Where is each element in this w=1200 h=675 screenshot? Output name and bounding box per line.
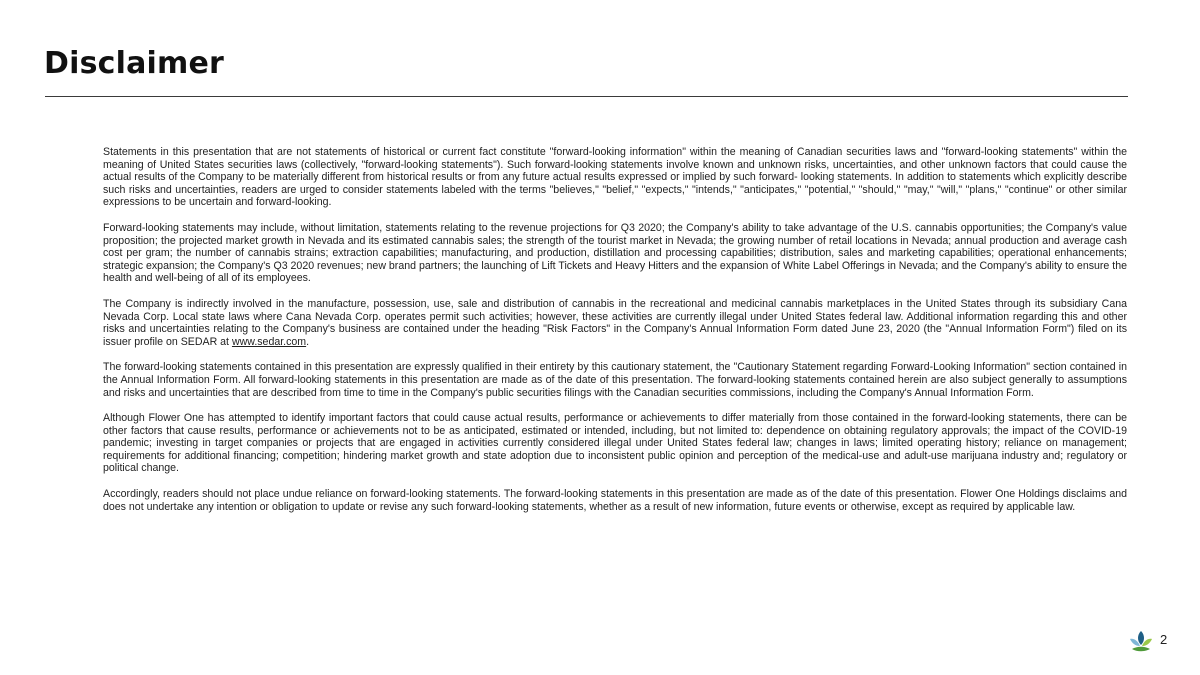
disclaimer-paragraph-no-undue-reliance: Accordingly, readers should not place undue reliance on forward-looking statements. The forward-looking statements in this presentation are made as of the date of this presentation. Flower One Holdings disclaims and does not undertake any intention or obligation to update or revise any such forward-looking statements, whether as a result of new information, future events or otherwise, except as required by applicable law.: [103, 488, 1127, 513]
cannabis-involvement-text: The Company is indirectly involved in the manufacture, possession, use, sale and distribution of cannabis in the recreational and medicinal cannabis marketplaces in the United States through its subsidiary Cana Nevada Corp. Local state laws where Cana Nevada Corp. operates permit such activities; however, these activities are currently illegal under United States federal law. Additional information regarding this and other risks and uncertainties relating to the Company's business are contained under the heading "Risk Factors" in the Company's Annual Information Form dated June 23, 2020 (the "Annual Information Form") filed on its issuer profile on SEDAR at: [103, 297, 1127, 348]
logo-leaf-dark-blue: [1138, 631, 1144, 645]
page-number: 2: [1160, 632, 1168, 647]
slide-title: Disclaimer: [44, 46, 225, 81]
disclaimer-paragraph-risk-factors: Although Flower One has attempted to identify important factors that could cause actual results, performance or achievements to differ materially from those contained in the forward-looking statements, there can be other factors that cause results, performance or achievements not to be as anticipated, estimated or intended, including, but not limited to: dependence on obtaining regulatory approvals; the impact of the COVID-19 pandemic; investing in target companies or projects that are engaged in activities currently considered illegal under United States federal law; changes in laws; limited operating history; reliance on management; requirements for additional financing; competition; hindering market growth and state adoption due to inconsistent public opinion and perception of the medical-use and adult-use marijuana industry and; regulatory or political change.: [103, 412, 1127, 475]
disclaimer-paragraph-forward-looking-examples: Forward-looking statements may include, without limitation, statements relating to the revenue projections for Q3 2020; the Company's ability to take advantage of the U.S. cannabis opportunities; the Company's value proposition; the projected market growth in Nevada and its estimated cannabis sales; the strength of the tourist market in Nevada; the growing number of retail locations in Nevada; annual production and average cash cost per gram; the number of cannabis strains; extraction capabilities; manufacturing, and production, distillation and processing capabilities; distribution, sales and marketing capabilities; operational enhancements; strategic expansion; the Company's Q3 2020 revenues; new brand partners; the launching of Lift Tickets and Heavy Hitters and the expansion of White Label Offerings in Nevada; and the Company's ability to ensure the health and well-being of all of its employees.: [103, 221, 1127, 285]
sedar-link[interactable]: www.sedar.com: [231, 335, 307, 348]
disclaimer-paragraph-cannabis-involvement: [103, 298, 1127, 348]
disclaimer-body: [103, 146, 1127, 513]
logo-leaf-dark-green: [1132, 647, 1150, 652]
flower-one-leaf-logo-icon: [1128, 628, 1154, 654]
title-divider: [45, 96, 1128, 97]
disclaimer-paragraph-forward-looking-definition: Statements in this presentation that are not statements of historical or current fact constitute "forward-looking information" within the meaning of Canadian securities laws and "forward-looking statements" within the meaning of United States securities laws (collectively, "forward-looking statements"). Such forward-looking statements involve known and unknown risks, uncertainties, and other unknown factors that could cause the actual results of the Company to be materially different from historical results or from any future actual results expressed or implied by such forward- looking statements. In addition to statements which explicitly describe such risks and uncertainties, readers are urged to consider statements labeled with the terms "believes," "belief," "expects," "intends," "anticipates," "potential," "should," "may," "will," "plans," "continue" or other similar expressions to be uncertain and forward-looking.: [103, 146, 1127, 209]
disclaimer-paragraph-cautionary-statement: The forward-looking statements contained in this presentation are expressly qualified in their entirety by this cautionary statement, the "Cautionary Statement regarding Forward-Looking Information" section contained in the Annual Information Form. All forward-looking statements in this presentation are made as of the date of this presentation. The forward-looking statements contained herein are also subject generally to assumptions and risks and uncertainties that are described from time to time in the Company's public securities filings with the Canadian securities commissions, including the Company's Annual Information Form.: [103, 361, 1127, 399]
cannabis-involvement-end: .: [306, 335, 310, 348]
